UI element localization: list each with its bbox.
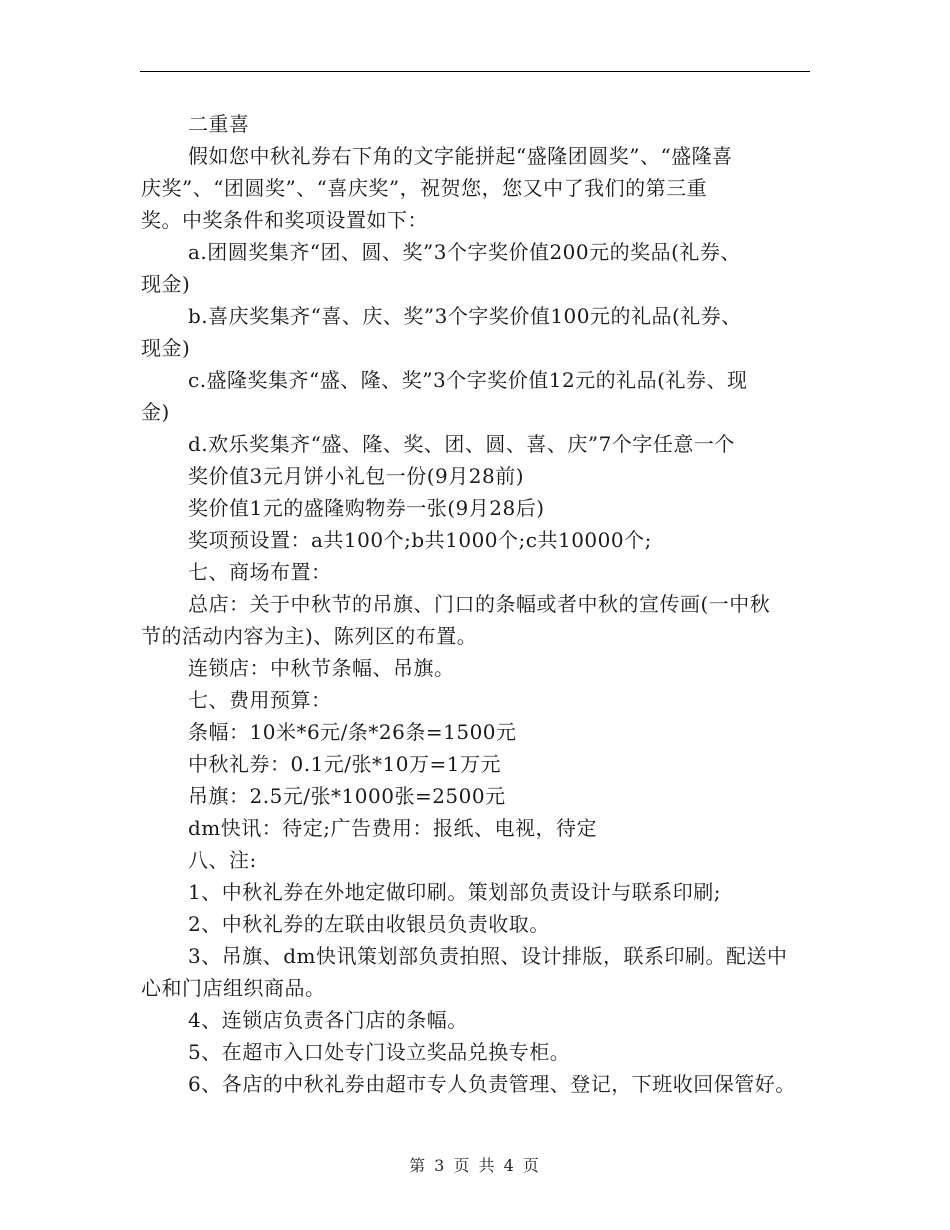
text-line: 现金) xyxy=(141,272,191,296)
text-line: 假如您中秋礼券右下角的文字能拼起“盛隆团圆奖”、“盛隆喜 xyxy=(188,144,733,168)
text-line: 庆奖”、“团圆奖”、“喜庆奖”，祝贺您，您又中了我们的第三重 xyxy=(141,176,708,200)
text-line: b.喜庆奖集齐“喜、庆、奖”3个字奖价值100元的礼品(礼券、 xyxy=(188,304,742,328)
text-line: 中秋礼券：0.1元/张*10万=1万元 xyxy=(188,752,501,776)
text-line: a.团圆奖集齐“团、圆、奖”3个字奖价值200元的奖品(礼券、 xyxy=(188,240,741,264)
text-line: 总店：关于中秋节的吊旗、门口的条幅或者中秋的宣传画(一中秋 xyxy=(188,592,771,616)
text-line: 条幅：10米*6元/条*26条=1500元 xyxy=(188,720,517,744)
text-line: 2、中秋礼券的左联由收银员负责收取。 xyxy=(188,912,550,936)
text-line: c.盛隆奖集齐“盛、隆、奖”3个字奖价值12元的礼品(礼券、现 xyxy=(188,368,748,392)
text-line: 5、在超市入口处专门设立奖品兑换专柜。 xyxy=(188,1040,571,1064)
text-line: 心和门店组织商品。 xyxy=(141,976,326,1000)
text-line: 连锁店：中秋节条幅、吊旗。 xyxy=(188,656,455,680)
text-line: 3、吊旗、dm快讯策划部负责拍照、设计排版，联系印刷。配送中 xyxy=(188,944,788,968)
text-line: 奖项预设置：a共100个;b共1000个;c共10000个; xyxy=(188,528,652,552)
text-line: 七、费用预算： xyxy=(188,688,332,712)
document-body xyxy=(141,108,821,1100)
text-line: 6、各店的中秋礼券由超市专人负责管理、登记，下班收回保管好。 xyxy=(188,1072,796,1096)
text-line: dm快讯：待定;广告费用：报纸、电视，待定 xyxy=(188,816,598,840)
text-line: 奖价值3元月饼小礼包一份(9月28前) xyxy=(188,464,525,488)
text-line: 吊旗：2.5元/张*1000张=2500元 xyxy=(188,784,506,808)
text-line: 八、注: xyxy=(188,848,257,872)
text-line: 奖价值1元的盛隆购物券一张(9月28后) xyxy=(188,496,545,520)
text-line: 七、商场布置： xyxy=(188,560,332,584)
text-line: 二重喜 xyxy=(188,112,250,136)
text-line: d.欢乐奖集齐“盛、隆、奖、团、圆、喜、庆”7个字任意一个 xyxy=(188,432,735,456)
text-line: 节的活动内容为主)、陈列区的布置。 xyxy=(141,624,478,648)
header-rule xyxy=(140,71,810,72)
text-line: 4、连锁店负责各门店的条幅。 xyxy=(188,1008,468,1032)
text-line: 1、中秋礼券在外地定做印刷。策划部负责设计与联系印刷; xyxy=(188,880,721,904)
text-line: 金) xyxy=(141,400,170,424)
text-line: 现金) xyxy=(141,336,191,360)
page-number: 第 3 页 共 4 页 xyxy=(409,1156,541,1175)
text-line: 奖。中奖条件和奖项设置如下： xyxy=(141,208,428,232)
